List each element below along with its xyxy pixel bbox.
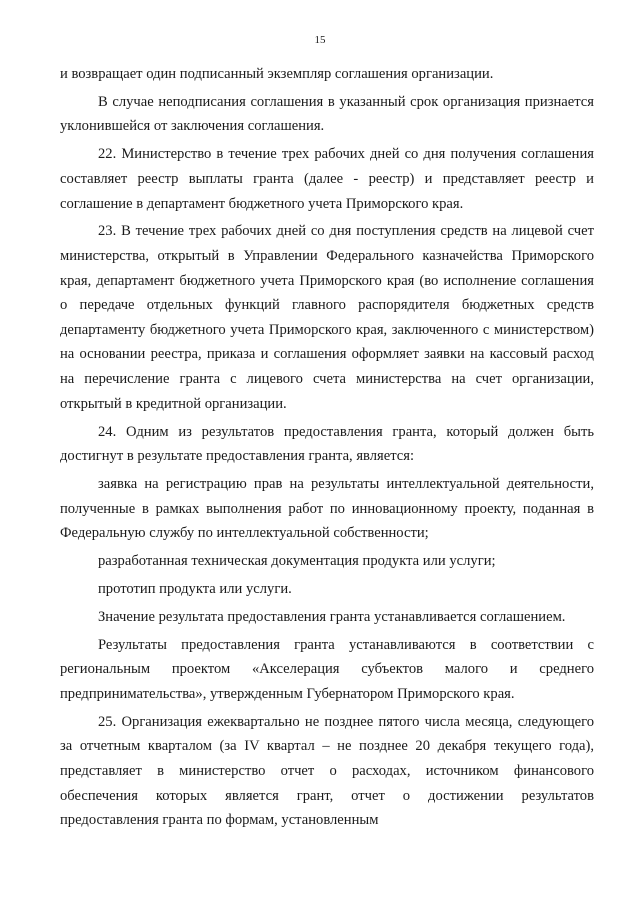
paragraph-23: 23. В течение трех рабочих дней со дня поступления средств на лицевой счет министерства, открытый в Управлении Федерального казначейства Приморского края, департамент бюджетного учета Приморского края (во исполнение соглашения о передаче отдельных функций главного распорядителя бюджетных средств департаменту бюджетного учета Приморского края, заключенного с министерством) на основании реестра, приказа и соглашения оформляет заявки на кассовый расход на перечисление гранта с лицевого счета министерства на счет организации, открытый в кредитной организации.	[60, 223, 594, 412]
paragraph-24: 24. Одним из результатов предоставления гранта, который должен быть достигнут в результате предоставления гранта, является:	[60, 423, 594, 465]
result-item-prototype: прототип продукта или услуги.	[98, 580, 292, 597]
result-item-patent-application: заявка на регистрацию прав на результаты интеллектуальной деятельности, полученные в рамках выполнения работ по инновационному проекту, поданная в Федеральную службу по интеллектуальной собственности;	[60, 475, 594, 542]
paragraph-result-value: Значение результата предоставления гранта устанавливается соглашением.	[98, 608, 566, 625]
document-body	[60, 62, 594, 836]
paragraph-22: 22. Министерство в течение трех рабочих дней со дня получения соглашения составляет реестр выплаты гранта (далее - реестр) и представляет реестр и соглашение в департамент бюджетного учета Приморского края.	[60, 146, 594, 212]
paragraph-regional-project: Результаты предоставления гранта устанавливаются в соответствии с региональным проектом «Акселерация субъектов малого и среднего предпринимательства», утвержденным Губернатором Приморского края.	[60, 636, 594, 702]
paragraph-refusal-clause: В случае неподписания соглашения в указанный срок организация признается уклонившейся от заключения соглашения.	[60, 93, 594, 135]
paragraph-continuation: и возвращает один подписанный экземпляр соглашения организации.	[60, 66, 494, 82]
page-number: 15	[314, 34, 326, 46]
result-item-technical-documentation: разработанная техническая документация продукта или услуги;	[98, 553, 496, 570]
paragraph-25: 25. Организация ежеквартально не позднее пятого числа месяца, следующего за отчетным кварталом (за IV квартал – не позднее 20 декабря текущего года), представляет в министерство отчет о расходах, источником финансового обеспечения которых является грант, отчет о достижении результатов предоставления гранта по формам, установленным	[60, 713, 594, 829]
